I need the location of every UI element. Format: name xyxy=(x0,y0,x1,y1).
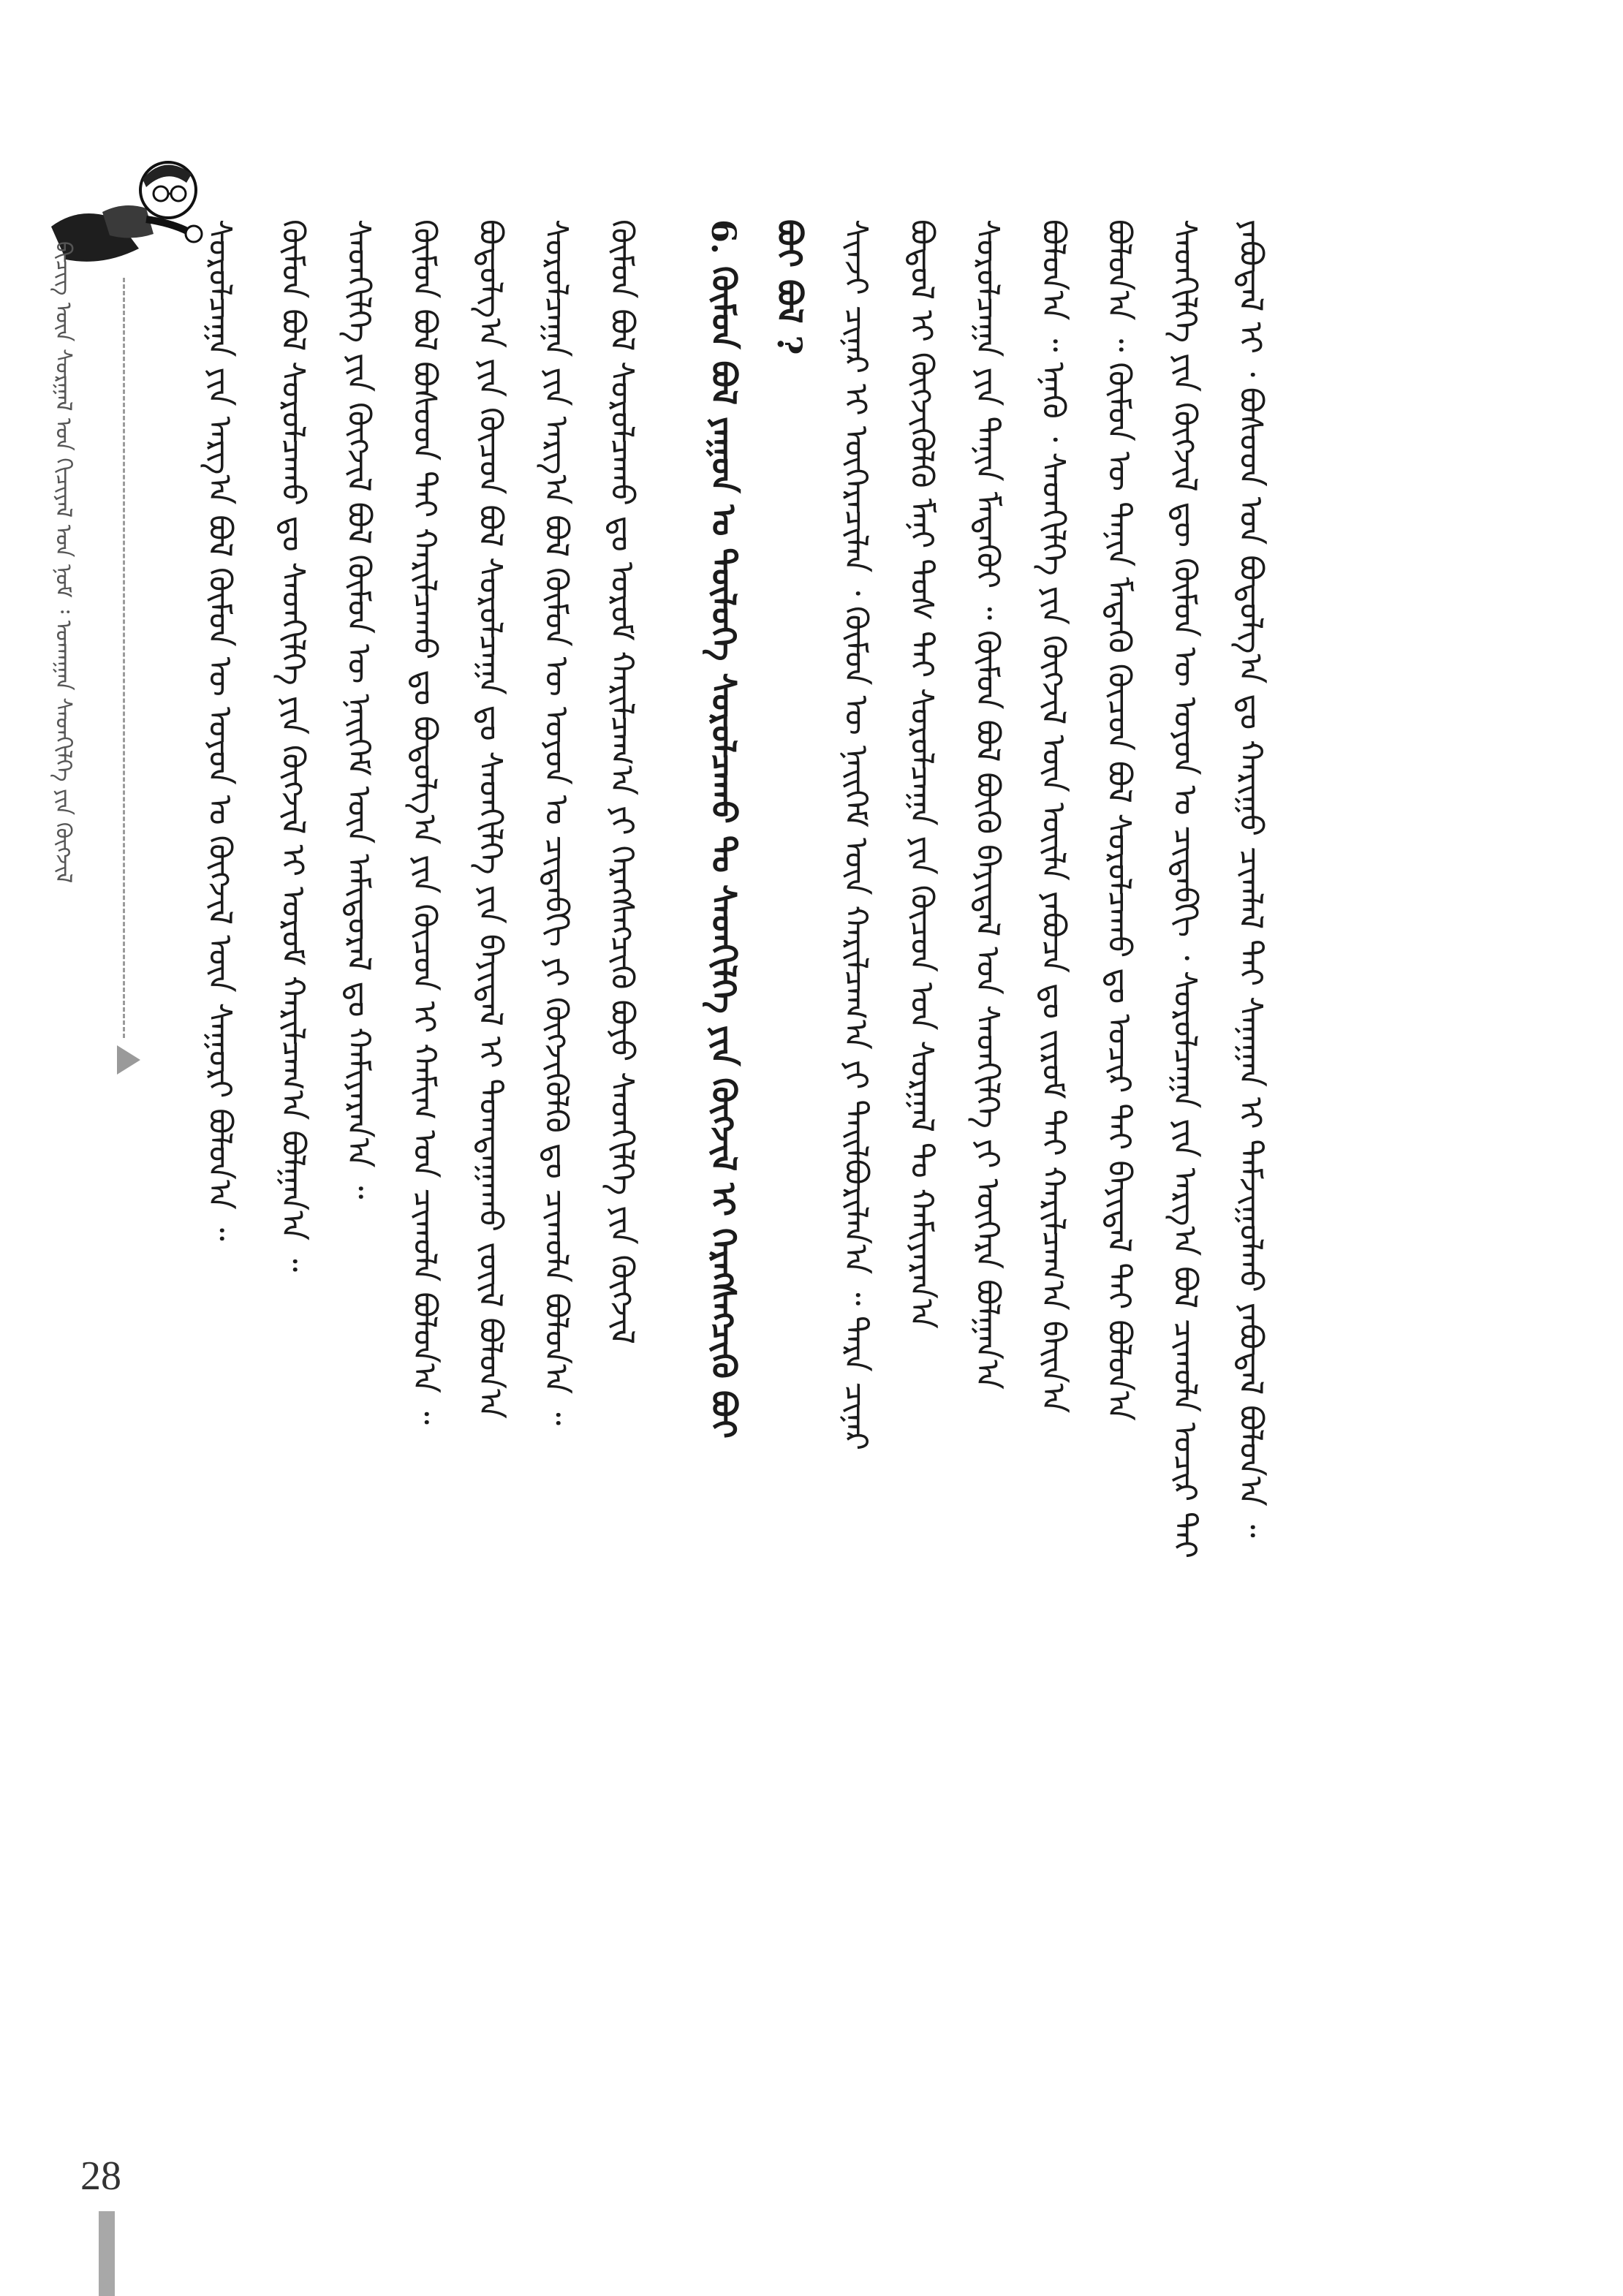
paragraph-1-line-5: ᠰᠤᠷᠤᠯᠴᠠᠭᠠ ᠶᠢᠨ ᠲᠠᠨᠢᠨ ᠮᠡᠳᠡᠬᠦᠢ ᠃ ᠬᠦᠮᠦᠨ ᠪᠣᠯ ᠪᠦᠬᠦ ᠪᠠᠶᠢᠳᠠᠯ ᠤᠨ ᠰᠡᠳᠬᠢᠯᠭᠡ ᠶᠢ ᠥᠭᠡᠷᠡ ᠪᠣᠯᠭᠠᠨ᠎ᠠ xyxy=(969,219,1006,1390)
heading-number: 6. xyxy=(704,219,744,255)
paragraph-2-line-5: ᠰᠡᠳᠬᠢᠯᠭᠡ ᠶᠢᠨ ᠬᠥᠭᠵᠢᠯ ᠪᠣᠯ ᠬᠦᠮᠦᠨ ᠦ ᠨᠡᠢᠭᠡᠮ ᠦᠨ ᠠᠮᠢᠳᠤᠷᠠᠯ ᠳᠤ ᠬᠠᠮᠢᠶᠠᠷᠠᠨ᠎ᠠ ᠃ xyxy=(340,219,377,1200)
paragraph-2-line-3: ᠪᠣᠳᠣᠯᠭ᠎ᠠ ᠶᠢᠨ ᠬᠦᠴᠦᠨ ᠪᠣᠯ ᠰᠤᠷᠤᠯᠴᠠᠭᠠ ᠳᠤ ᠰᠡᠳᠬᠢᠯᠭᠡ ᠶᠢᠨ ᠪᠠᠶᠢᠳᠠᠯ ᠢ ᠲᠣᠭᠲᠠᠭᠠᠬᠤ ᠵᠦᠢᠯ ᠪᠣᠯᠤᠨ᠎ᠠ xyxy=(472,219,509,1419)
heading-line-1: ᠬᠦᠮᠦᠨ ᠪᠣᠯ ᠶᠠᠭᠤᠨ ᠤ ᠲᠥᠯᠦᠭᠡ ᠰᠤᠷᠤᠯᠴᠠᠬᠤ ᠲᠤ ᠰᠡᠳᠬᠢᠯᠭᠡ ᠶᠢᠨ ᠬᠥᠭᠵᠢᠯ ᠢ ᠬᠡᠷᠡᠭᠰᠡᠭᠴᠢᠬᠦ ᠪᠣᠢ xyxy=(704,266,744,1439)
paragraph-1-line-1: ᠶᠠᠪᠤᠳᠠᠯ ᠢ ᠂ ᠪᠤᠰᠤᠳ ᠤᠨ ᠪᠣᠳᠣᠯᠭ᠎ᠠ ᠳᠤ ᠬᠠᠷᠢᠭᠤ ᠴᠢᠭᠯᠠᠯ ᠲᠠᠢ ᠰᠠᠨᠠᠭᠠᠨ ᠢ ᠳᠠᠮᠵᠢᠭᠤᠯᠬᠤ ᠶᠠᠪᠤᠳᠠᠯ ᠪᠣᠯᠤᠨ᠎ᠠ ᠃ xyxy=(1232,219,1269,1538)
section-heading-6 xyxy=(702,219,746,1439)
paragraph-2-line-7: ᠰᠤᠷᠤᠯᠴᠠᠭᠠ ᠶᠢᠨ ᠠᠷᠭ᠎ᠠ ᠪᠣᠯ ᠬᠦᠮᠦᠨ ᠦ ᠣᠶᠤᠨ ᠤ ᠬᠥᠭᠵᠢᠯ ᠦᠨ ᠰᠠᠭᠤᠷᠢ ᠪᠣᠯᠤᠨ᠎ᠠ ᠃ xyxy=(201,219,238,1241)
body-text xyxy=(190,219,1374,2061)
paragraph-2-line-4: ᠬᠦᠮᠦᠨ ᠪᠣᠯ ᠪᠤᠰᠤᠳ ᠲᠠᠢ ᠬᠠᠷᠢᠯᠴᠠᠬᠤ ᠳᠤ ᠪᠣᠳᠣᠯᠭ᠎ᠠ ᠶᠢᠨ ᠬᠦᠴᠦᠨ ᠢ ᠬᠠᠮᠢᠭ ᠤᠨ ᠴᠢᠬᠤᠯᠠ ᠪᠣᠯᠤᠨ᠎ᠠ ᠃ xyxy=(406,219,443,1425)
paragraph-2-line-2: ᠰᠤᠷᠤᠯᠴᠠᠭᠠ ᠶᠢᠨ ᠠᠷᠭ᠎ᠠ ᠪᠣᠯ ᠬᠦᠮᠦᠨ ᠦ ᠣᠶᠤᠨ ᠤ ᠴᠢᠳᠠᠪᠬᠢ ᠶᠢ ᠬᠥᠭᠵᠢᠭᠦᠯᠬᠦ ᠳᠤ ᠴᠢᠬᠤᠯᠠ ᠪᠣᠯᠤᠨ᠎ᠠ ᠃ xyxy=(537,219,575,1425)
page-edge-tab xyxy=(99,2211,115,2296)
paragraph-1-line-7: ᠰᠢᠨᠵᠢ ᠴᠢᠨᠠᠷ ᠢ ᠥᠭᠡᠷᠡᠴᠢᠯᠡᠨ ᠂ ᠬᠦᠮᠦᠨ ᠦ ᠨᠡᠢᠭᠡᠮ ᠦᠨ ᠬᠠᠷᠢᠯᠴᠠᠭ᠎ᠠ ᠶᠢ ᠲᠠᠢᠯᠪᠤᠷᠢᠯᠠᠨ᠎ᠠ ᠃ ᠲᠡᠷᠡ ᠴᠢᠨᠠᠷ xyxy=(837,219,874,1451)
section-heading-6-line-2: ᠪᠣᠢ ᠪᠣᠯ ? xyxy=(770,219,809,355)
paragraph-1-line-2: ᠰᠡᠳᠬᠢᠯᠭᠡ ᠶᠢᠨ ᠬᠥᠭᠵᠢᠯ ᠳᠦ ᠬᠦᠮᠦᠨ ᠦ ᠣᠶᠤᠨ ᠤ ᠴᠢᠳᠠᠪᠬᠢ ᠂ ᠰᠤᠷᠤᠯᠴᠠᠭᠠ ᠶᠢᠨ ᠠᠷᠭ᠎ᠠ ᠪᠣᠯ ᠴᠢᠬᠤᠯᠠ ᠤᠴᠢᠷ ᠲᠠᠢ xyxy=(1166,219,1203,1559)
running-header: ᠪᠢᠴᠢᠭ᠌ ᠦᠨ ᠰᠤᠷᠭᠠᠯ ᠤᠨ ᠬᠢᠴᠢᠶᠡᠯ ᠤᠨ ᠨᠣᠮ ᠄ ᠤᠬᠠᠭᠠᠨ ᠰᠡᠳᠬᠢᠯᠭᠡ ᠶᠢᠨ ᠬᠥᠭᠵᠢᠯ xyxy=(50,241,76,884)
paragraph-1-line-6: ᠪᠣᠳᠤᠯ ᠢ ᠬᠥᠭᠵᠢᠭᠦᠯᠬᠦ ᠮᠠᠨᠢ ᠲᠤᠰ ᠲᠠᠢ ᠰᠤᠷᠤᠯᠴᠠᠭᠠ ᠶᠢᠨ ᠬᠦᠴᠦᠨ ᠤᠨ ᠰᠤᠷᠭᠠᠯ ᠲᠤ ᠬᠠᠮᠢᠶᠠᠷᠠᠨ᠎ᠠ xyxy=(903,219,940,1329)
header-dashed-rule xyxy=(123,278,125,1038)
paragraph-1-line-4: ᠪᠣᠯᠤᠨ᠎ᠠ ᠃ ᠡᠨᠡᠬᠦ ᠂ ᠰᠡᠳᠬᠢᠯᠭᠡ ᠶᠢᠨ ᠬᠥᠭᠵᠢᠯ ᠦᠨ ᠦᠢᠯᠡ ᠶᠠᠪᠤᠴᠠ ᠳᠤ ᠵᠢᠷᠤᠮ ᠲᠠᠢ ᠬᠠᠷᠢᠯᠴᠠᠭ᠎ᠠ ᠪᠠᠢᠨ᠎ᠠ xyxy=(1034,219,1072,1414)
paragraph-1-line-3: ᠪᠣᠯᠤᠨ᠎ᠠ ᠃ ᠬᠦᠮᠦᠨ ᠦ ᠲᠠᠨᠢᠨ ᠮᠡᠳᠡᠬᠦ ᠬᠦᠴᠦᠨ ᠪᠣᠯ ᠰᠤᠷᠤᠯᠴᠠᠬᠤ ᠳᠤ ᠤᠴᠢᠷ ᠲᠠᠢ ᠪᠠᠶᠢᠳᠠᠯ ᠲᠠᠢ ᠪᠣᠯᠤᠨ᠎ᠠ xyxy=(1100,219,1138,1421)
header-arrow-icon xyxy=(117,1045,140,1075)
paragraph-2-line-6: ᠬᠦᠮᠦᠨ ᠪᠣᠯ ᠰᠤᠷᠤᠯᠴᠠᠬᠤ ᠳᠤ ᠰᠡᠳᠬᠢᠯᠭᠡ ᠶᠢᠨ ᠬᠥᠭᠵᠢᠯ ᠢ ᠤᠷᠤᠮ ᠬᠠᠷᠢᠯᠴᠠᠭ᠎ᠠ ᠪᠣᠯᠭᠠᠨ᠎ᠠ ᠃ xyxy=(274,219,311,1272)
paragraph-2-line-1: ᠬᠦᠮᠦᠨ ᠪᠣᠯ ᠰᠤᠷᠤᠯᠴᠠᠬᠤ ᠳᠤ ᠤᠷᠤᠮ ᠬᠠᠷᠢᠯᠴᠠᠭ᠎ᠠ ᠶᠢ ᠬᠡᠷᠡᠭᠰᠡᠭᠴᠢᠬᠦ ᠪᠤᠶᠤ ᠰᠡᠳᠬᠢᠯᠭᠡ ᠶᠢᠨ ᠬᠥᠭᠵᠢᠯ xyxy=(603,219,640,1344)
page-number: 28 xyxy=(80,2153,121,2199)
